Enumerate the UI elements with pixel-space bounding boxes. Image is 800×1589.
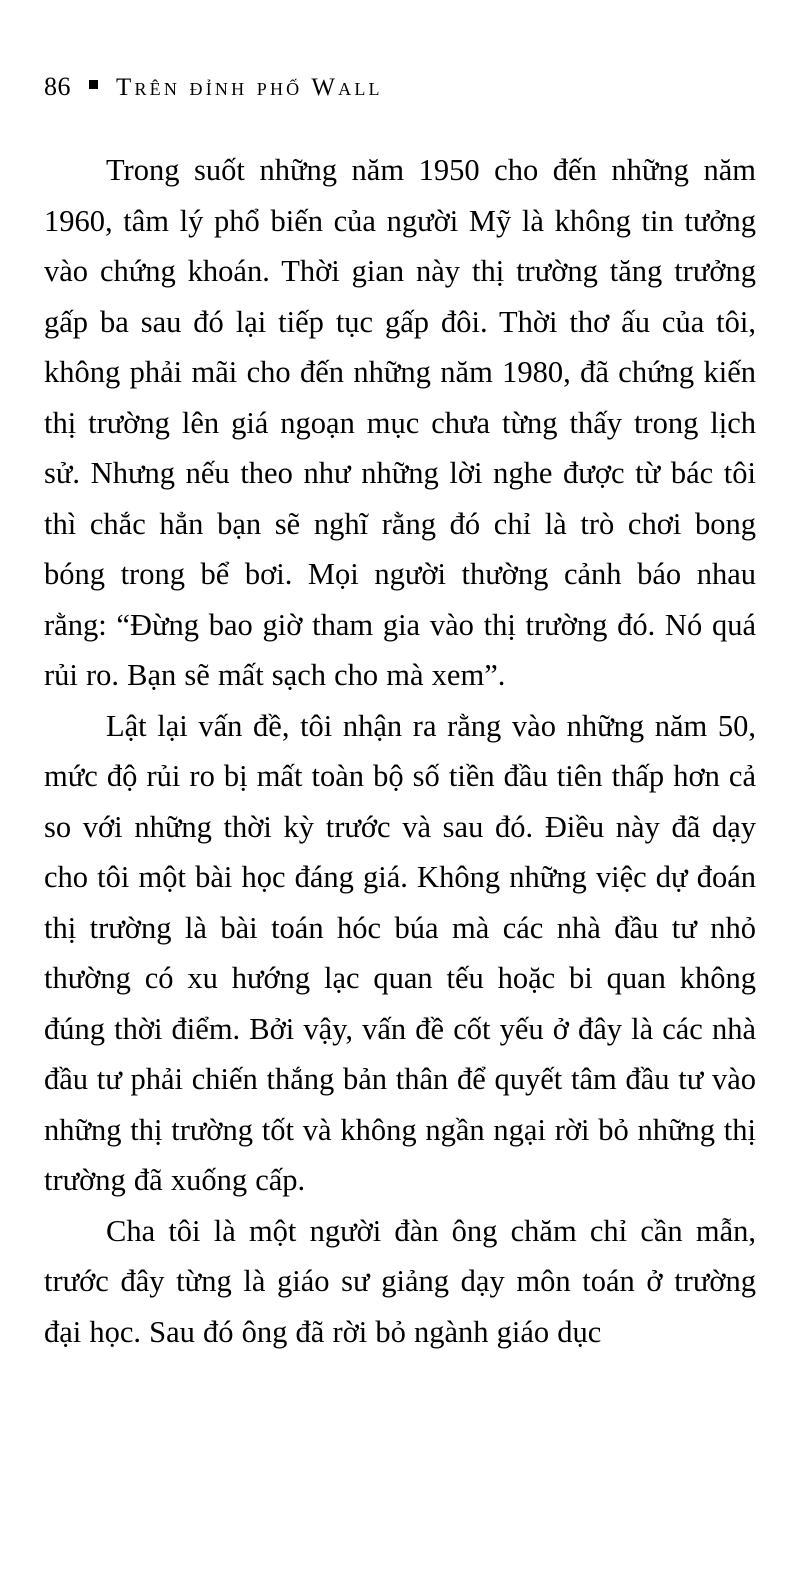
running-title: Trên đỉnh phố Wall — [116, 74, 383, 101]
page-header — [44, 72, 756, 102]
page-number: 86 — [44, 72, 71, 101]
paragraph: Cha tôi là một người đàn ông chăm chỉ cần mẫn, trước đây từng là giáo sư giảng dạy môn toán ở trường đại học. Sau đó ông đã rời bỏ ngành giáo dục — [44, 1213, 756, 1349]
paragraph: Lật lại vấn đề, tôi nhận ra rằng vào những năm 50, mức độ rủi ro bị mất toàn bộ số tiền đầu tiên thấp hơn cả so với những thời kỳ trước và sau đó. Điều này đã dạy cho tôi một bài học đáng giá. Không những việc dự đoán thị trường là bài toán hóc búa mà các nhà đầu tư nhỏ thường có xu hướng lạc quan tếu hoặc bi quan không đúng thời điểm. Bởi vậy, vấn đề cốt yếu ở đây là các nhà đầu tư phải chiến thắng bản thân để quyết tâm đầu tư vào những thị trường tốt và không ngần ngại rời bỏ những thị trường đã xuống cấp. — [44, 708, 756, 1197]
square-bullet-icon — [89, 80, 98, 89]
page-body — [44, 145, 756, 1357]
paragraph: Trong suốt những năm 1950 cho đến những năm 1960, tâm lý phổ biến của người Mỹ là không tin tưởng vào chứng khoán. Thời gian này thị trường tăng trưởng gấp ba sau đó lại tiếp tục gấp đôi. Thời thơ ấu của tôi, không phải mãi cho đến những năm 1980, đã chứng kiến thị trường lên giá ngoạn mục chưa từng thấy trong lịch sử. Nhưng nếu theo như những lời nghe được từ bác tôi thì chắc hẳn bạn sẽ nghĩ rằng đó chỉ là trò chơi bong bóng trong bể bơi. Mọi người thường cảnh báo nhau rằng: “Đừng bao giờ tham gia vào thị trường đó. Nó quá rủi ro. Bạn sẽ mất sạch cho mà xem”. — [44, 153, 756, 692]
